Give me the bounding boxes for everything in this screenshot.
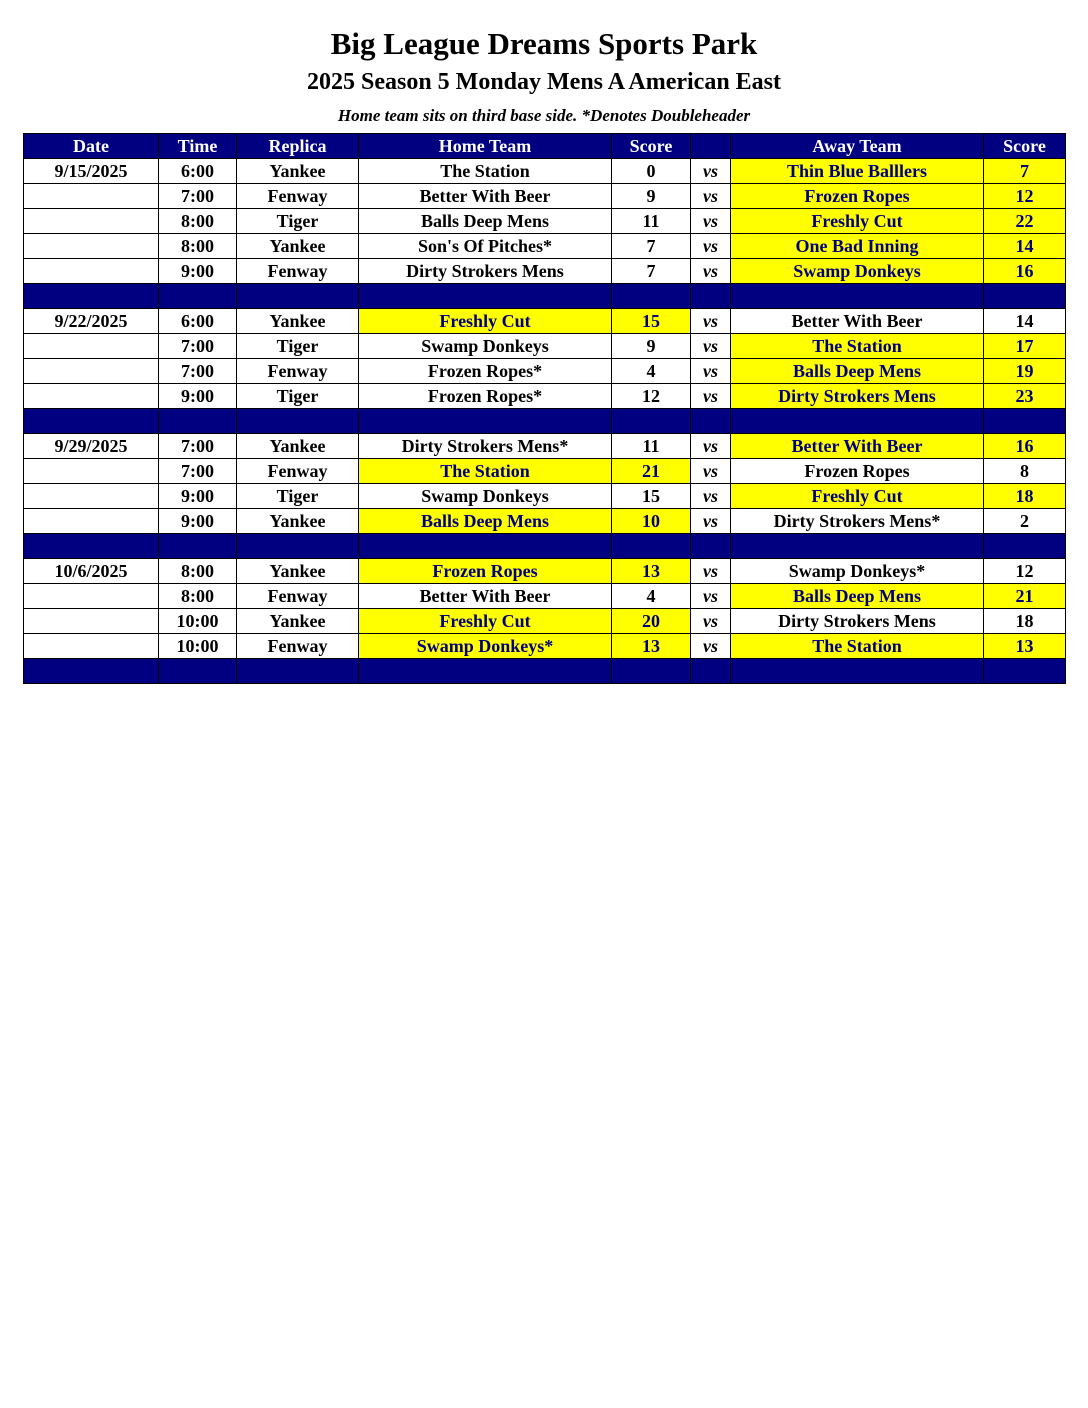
spacer-cell <box>691 659 731 684</box>
table-row <box>24 234 1066 259</box>
table-row <box>24 609 1066 634</box>
spacer-cell <box>691 284 731 309</box>
home-team-cell: Balls Deep Mens <box>359 509 612 534</box>
spacer-cell <box>159 534 237 559</box>
time-cell: 7:00 <box>159 334 237 359</box>
date-cell <box>24 234 159 259</box>
home-team-cell: Better With Beer <box>359 184 612 209</box>
spacer-cell <box>359 284 612 309</box>
spacer-cell <box>984 284 1066 309</box>
date-cell: 10/6/2025 <box>24 559 159 584</box>
replica-cell: Fenway <box>237 184 359 209</box>
spacer-cell <box>612 409 691 434</box>
spacer-cell <box>731 659 984 684</box>
vs-cell: vs <box>691 484 731 509</box>
time-cell: 9:00 <box>159 509 237 534</box>
table-row <box>24 559 1066 584</box>
date-cell <box>24 334 159 359</box>
home-team-cell: Dirty Strokers Mens* <box>359 434 612 459</box>
column-header-date: Date <box>24 134 159 159</box>
time-cell: 7:00 <box>159 434 237 459</box>
date-cell <box>24 584 159 609</box>
time-cell: 9:00 <box>159 384 237 409</box>
date-cell <box>24 184 159 209</box>
column-header-home-team: Home Team <box>359 134 612 159</box>
away-team-cell: Freshly Cut <box>731 484 984 509</box>
home-team-cell: Swamp Donkeys <box>359 334 612 359</box>
spacer-row <box>24 534 1066 559</box>
time-cell: 7:00 <box>159 184 237 209</box>
spacer-cell <box>24 409 159 434</box>
spacer-cell <box>731 534 984 559</box>
replica-cell: Yankee <box>237 434 359 459</box>
schedule-body <box>24 159 1066 684</box>
vs-cell: vs <box>691 359 731 384</box>
spacer-cell <box>691 534 731 559</box>
home-team-cell: Dirty Strokers Mens <box>359 259 612 284</box>
away-team-cell: Frozen Ropes <box>731 184 984 209</box>
spacer-cell <box>612 659 691 684</box>
column-header-time: Time <box>159 134 237 159</box>
spacer-cell <box>731 284 984 309</box>
home-score-cell: 7 <box>612 259 691 284</box>
table-row <box>24 434 1066 459</box>
page-title: Big League Dreams Sports Park <box>330 26 758 61</box>
spacer-cell <box>984 409 1066 434</box>
spacer-cell <box>159 284 237 309</box>
away-score-cell: 8 <box>984 459 1066 484</box>
vs-cell: vs <box>691 334 731 359</box>
time-cell: 8:00 <box>159 209 237 234</box>
date-cell <box>24 484 159 509</box>
vs-cell: vs <box>691 459 731 484</box>
replica-cell: Tiger <box>237 209 359 234</box>
date-cell <box>24 384 159 409</box>
table-row <box>24 359 1066 384</box>
home-team-cell: Frozen Ropes <box>359 559 612 584</box>
home-score-cell: 11 <box>612 209 691 234</box>
home-score-cell: 4 <box>612 359 691 384</box>
away-team-cell: Balls Deep Mens <box>731 584 984 609</box>
away-score-cell: 18 <box>984 484 1066 509</box>
header-row <box>24 134 1066 159</box>
date-cell <box>24 209 159 234</box>
away-score-cell: 2 <box>984 509 1066 534</box>
home-score-cell: 10 <box>612 509 691 534</box>
replica-cell: Yankee <box>237 559 359 584</box>
away-score-cell: 22 <box>984 209 1066 234</box>
column-header-vs <box>691 134 731 159</box>
home-score-cell: 0 <box>612 159 691 184</box>
table-row <box>24 259 1066 284</box>
date-cell <box>24 609 159 634</box>
home-team-cell: Son's Of Pitches* <box>359 234 612 259</box>
spacer-cell <box>359 409 612 434</box>
vs-cell: vs <box>691 384 731 409</box>
away-score-cell: 16 <box>984 434 1066 459</box>
spacer-cell <box>237 534 359 559</box>
date-cell <box>24 634 159 659</box>
column-header-home-score: Score <box>612 134 691 159</box>
time-cell: 10:00 <box>159 609 237 634</box>
home-team-cell: Frozen Ropes* <box>359 359 612 384</box>
column-header-away-team: Away Team <box>731 134 984 159</box>
schedule-table <box>23 133 1066 684</box>
home-score-cell: 11 <box>612 434 691 459</box>
table-row <box>24 459 1066 484</box>
date-cell: 9/15/2025 <box>24 159 159 184</box>
home-score-cell: 9 <box>612 334 691 359</box>
replica-cell: Tiger <box>237 484 359 509</box>
home-score-cell: 15 <box>612 484 691 509</box>
spacer-cell <box>691 409 731 434</box>
home-team-cell: Better With Beer <box>359 584 612 609</box>
replica-cell: Yankee <box>237 609 359 634</box>
table-row <box>24 484 1066 509</box>
table-row <box>24 209 1066 234</box>
away-score-cell: 18 <box>984 609 1066 634</box>
away-score-cell: 14 <box>984 309 1066 334</box>
home-team-cell: Balls Deep Mens <box>359 209 612 234</box>
time-cell: 6:00 <box>159 159 237 184</box>
page-subtitle: 2025 Season 5 Monday Mens A American East <box>306 69 782 95</box>
time-cell: 9:00 <box>159 259 237 284</box>
home-score-cell: 9 <box>612 184 691 209</box>
replica-cell: Fenway <box>237 259 359 284</box>
away-team-cell: Freshly Cut <box>731 209 984 234</box>
spacer-cell <box>612 284 691 309</box>
vs-cell: vs <box>691 609 731 634</box>
home-team-cell: Frozen Ropes* <box>359 384 612 409</box>
vs-cell: vs <box>691 259 731 284</box>
table-row <box>24 309 1066 334</box>
spacer-row <box>24 659 1066 684</box>
replica-cell: Fenway <box>237 459 359 484</box>
time-cell: 8:00 <box>159 234 237 259</box>
table-row <box>24 509 1066 534</box>
away-team-cell: Thin Blue Balllers <box>731 159 984 184</box>
away-team-cell: Better With Beer <box>731 434 984 459</box>
replica-cell: Yankee <box>237 159 359 184</box>
home-team-cell: Freshly Cut <box>359 309 612 334</box>
replica-cell: Fenway <box>237 359 359 384</box>
time-cell: 7:00 <box>159 459 237 484</box>
home-score-cell: 7 <box>612 234 691 259</box>
date-cell <box>24 359 159 384</box>
table-row <box>24 384 1066 409</box>
replica-cell: Fenway <box>237 584 359 609</box>
spacer-cell <box>24 534 159 559</box>
away-score-cell: 23 <box>984 384 1066 409</box>
away-team-cell: Dirty Strokers Mens* <box>731 509 984 534</box>
vs-cell: vs <box>691 234 731 259</box>
date-cell <box>24 509 159 534</box>
replica-cell: Tiger <box>237 384 359 409</box>
column-header-replica: Replica <box>237 134 359 159</box>
replica-cell: Tiger <box>237 334 359 359</box>
spacer-cell <box>731 409 984 434</box>
spacer-cell <box>237 409 359 434</box>
replica-cell: Yankee <box>237 309 359 334</box>
home-team-cell: The Station <box>359 159 612 184</box>
doubleheader-note: Home team sits on third base side. *Denotes Doubleheader <box>337 106 751 125</box>
away-team-cell: Dirty Strokers Mens <box>731 609 984 634</box>
away-score-cell: 12 <box>984 559 1066 584</box>
table-row <box>24 184 1066 209</box>
away-team-cell: Dirty Strokers Mens <box>731 384 984 409</box>
spacer-cell <box>984 534 1066 559</box>
away-score-cell: 19 <box>984 359 1066 384</box>
date-cell: 9/29/2025 <box>24 434 159 459</box>
date-cell <box>24 259 159 284</box>
away-score-cell: 17 <box>984 334 1066 359</box>
table-row <box>24 584 1066 609</box>
time-cell: 8:00 <box>159 584 237 609</box>
away-team-cell: One Bad Inning <box>731 234 984 259</box>
home-team-cell: Swamp Donkeys <box>359 484 612 509</box>
spacer-cell <box>159 409 237 434</box>
vs-cell: vs <box>691 509 731 534</box>
away-team-cell: Better With Beer <box>731 309 984 334</box>
away-score-cell: 12 <box>984 184 1066 209</box>
time-cell: 10:00 <box>159 634 237 659</box>
spacer-cell <box>159 659 237 684</box>
vs-cell: vs <box>691 634 731 659</box>
home-team-cell: Freshly Cut <box>359 609 612 634</box>
spacer-cell <box>984 659 1066 684</box>
spacer-cell <box>237 659 359 684</box>
home-score-cell: 21 <box>612 459 691 484</box>
time-cell: 6:00 <box>159 309 237 334</box>
away-score-cell: 21 <box>984 584 1066 609</box>
vs-cell: vs <box>691 434 731 459</box>
date-cell <box>24 459 159 484</box>
time-cell: 9:00 <box>159 484 237 509</box>
away-team-cell: The Station <box>731 634 984 659</box>
vs-cell: vs <box>691 559 731 584</box>
vs-cell: vs <box>691 309 731 334</box>
home-score-cell: 20 <box>612 609 691 634</box>
replica-cell: Fenway <box>237 634 359 659</box>
spacer-cell <box>24 659 159 684</box>
away-score-cell: 7 <box>984 159 1066 184</box>
away-score-cell: 13 <box>984 634 1066 659</box>
home-team-cell: Swamp Donkeys* <box>359 634 612 659</box>
away-score-cell: 14 <box>984 234 1066 259</box>
vs-cell: vs <box>691 209 731 234</box>
table-row <box>24 334 1066 359</box>
replica-cell: Yankee <box>237 509 359 534</box>
spacer-cell <box>359 659 612 684</box>
away-team-cell: Swamp Donkeys* <box>731 559 984 584</box>
spacer-cell <box>359 534 612 559</box>
home-score-cell: 13 <box>612 634 691 659</box>
spacer-row <box>24 284 1066 309</box>
away-team-cell: Balls Deep Mens <box>731 359 984 384</box>
time-cell: 8:00 <box>159 559 237 584</box>
away-team-cell: Frozen Ropes <box>731 459 984 484</box>
vs-cell: vs <box>691 584 731 609</box>
spacer-cell <box>237 284 359 309</box>
home-score-cell: 13 <box>612 559 691 584</box>
home-score-cell: 15 <box>612 309 691 334</box>
date-cell: 9/22/2025 <box>24 309 159 334</box>
time-cell: 7:00 <box>159 359 237 384</box>
home-score-cell: 12 <box>612 384 691 409</box>
vs-cell: vs <box>691 184 731 209</box>
spacer-row <box>24 409 1066 434</box>
home-team-cell: The Station <box>359 459 612 484</box>
replica-cell: Yankee <box>237 234 359 259</box>
away-team-cell: The Station <box>731 334 984 359</box>
vs-cell: vs <box>691 159 731 184</box>
table-row <box>24 634 1066 659</box>
spacer-cell <box>612 534 691 559</box>
away-score-cell: 16 <box>984 259 1066 284</box>
spacer-cell <box>24 284 159 309</box>
column-header-away-score: Score <box>984 134 1066 159</box>
away-team-cell: Swamp Donkeys <box>731 259 984 284</box>
home-score-cell: 4 <box>612 584 691 609</box>
table-row <box>24 159 1066 184</box>
